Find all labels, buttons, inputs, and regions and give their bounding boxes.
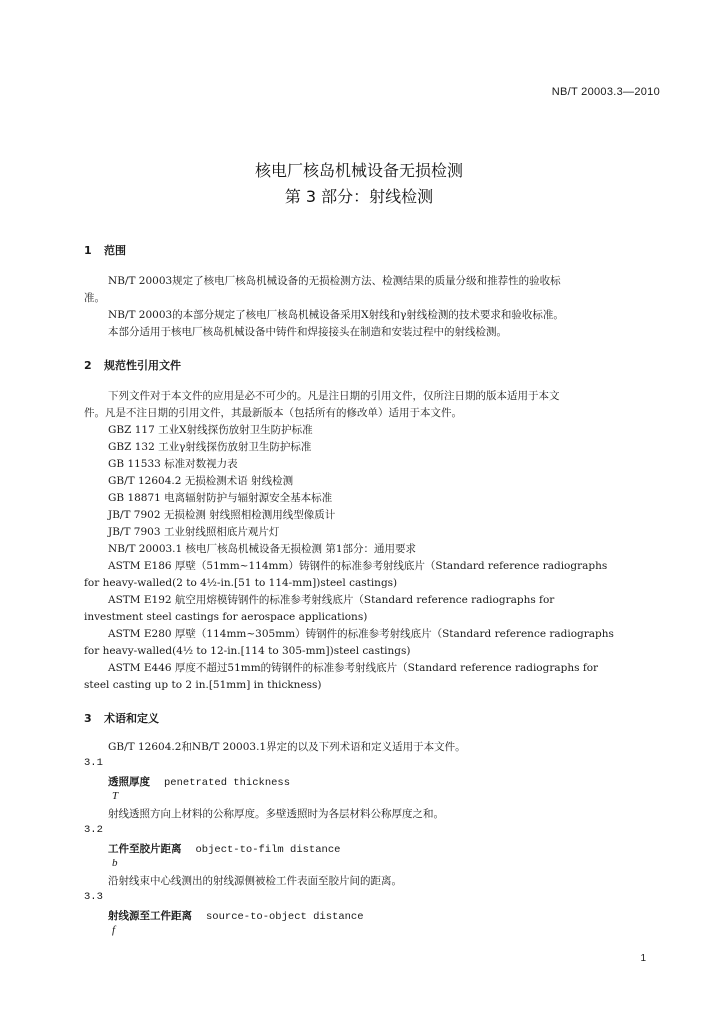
terms-intro: GB/T 12604.2和NB/T 20003.1界定的以及下列术语和定义适用于本文件。 — [108, 741, 466, 753]
section-number: 1 — [84, 244, 92, 257]
term-english: object-to-film distance — [195, 844, 341, 856]
section-title: 规范性引用文件 — [104, 359, 181, 372]
document-part-title: 第 3 部分：射线检测 — [284, 187, 434, 206]
reference-item: GBZ 117 工业X射线探伤放射卫生防护标准 — [108, 424, 313, 436]
reference-item: ASTM E280 厚壁（114mm~305mm）铸钢件的标准参考射线底片（Standard reference radiographs — [108, 628, 614, 640]
term-entry — [108, 774, 290, 789]
scope-paragraph: NB/T 20003的本部分规定了核电厂核岛机械设备采用X射线和γ射线检测的技术要求和验收标准。 — [108, 309, 564, 321]
references-intro-line: 下列文件对于本文件的应用是必不可少的。凡是注日期的引用文件，仅所注日期的版本适用于本文 — [108, 390, 560, 402]
scope-paragraph: 本部分适用于核电厂核岛机械设备中铸件和焊接接头在制造和安装过程中的射线检测。 — [108, 326, 507, 338]
reference-item-continuation: for heavy-walled(2 to 4½-in.[51 to 114-mm])steel castings) — [84, 577, 398, 589]
reference-item: GB/T 12604.2 无损检测术语 射线检测 — [108, 475, 294, 487]
reference-item: ASTM E446 厚度不超过51mm的铸钢件的标准参考射线底片（Standard reference radiographs for — [108, 662, 599, 674]
clause-number: 3.1 — [84, 757, 103, 769]
page-number: 1 — [640, 953, 646, 964]
term-entry — [108, 841, 340, 856]
term-symbol: f — [112, 924, 116, 936]
section-number: 3 — [84, 712, 92, 725]
reference-item-continuation: investment steel castings for aerospace applications) — [84, 611, 368, 623]
term-symbol: b — [112, 857, 118, 869]
scope-paragraph-line: 准。 — [84, 292, 105, 304]
term-english: source-to-object distance — [206, 911, 364, 923]
scope-paragraph-line: NB/T 20003规定了核电厂核岛机械设备的无损检测方法、检测结果的质量分级和推荐性的验收标 — [108, 275, 561, 287]
section-1-heading — [84, 242, 126, 258]
term-chinese: 透照厚度 — [108, 776, 150, 788]
clause-number: 3.2 — [84, 824, 103, 836]
standard-number: NB/T 20003.3—2010 — [551, 86, 660, 98]
reference-item: NB/T 20003.1 核电厂核岛机械设备无损检测 第1部分：通用要求 — [108, 543, 417, 555]
reference-item: ASTM E186 厚壁（51mm~114mm）铸钢件的标准参考射线底片（Standard reference radiographs — [108, 560, 608, 572]
reference-item: GB 11533 标准对数视力表 — [108, 458, 238, 470]
term-entry — [108, 908, 364, 923]
clause-number: 3.3 — [84, 891, 103, 903]
section-2-heading — [84, 357, 181, 373]
section-3-heading — [84, 710, 159, 726]
section-title: 术语和定义 — [104, 712, 159, 725]
term-definition: 沿射线束中心线测出的射线源侧被检工件表面至胶片间的距离。 — [108, 875, 402, 887]
section-number: 2 — [84, 359, 92, 372]
section-title: 范围 — [104, 244, 126, 257]
reference-item: JB/T 7902 无损检测 射线照相检测用线型像质计 — [108, 509, 336, 521]
reference-item-continuation: for heavy-walled(4½ to 12-in.[114 to 305-mm])steel castings) — [84, 645, 411, 657]
term-chinese: 工件至胶片距离 — [108, 843, 182, 855]
references-intro-line: 件。凡是不注日期的引用文件，其最新版本（包括所有的修改单）适用于本文件。 — [84, 407, 462, 419]
reference-item: GB 18871 电离辐射防护与辐射源安全基本标准 — [108, 492, 333, 504]
term-symbol: T — [112, 790, 119, 802]
reference-item: GBZ 132 工业γ射线探伤放射卫生防护标准 — [108, 441, 312, 453]
reference-item: JB/T 7903 工业射线照相底片观片灯 — [108, 526, 280, 538]
reference-item: ASTM E192 航空用熔模铸钢件的标准参考射线底片（Standard reference radiographs for — [108, 594, 555, 606]
document-title: 核电厂核岛机械设备无损检测 — [254, 161, 463, 180]
term-english: penetrated thickness — [164, 777, 291, 789]
reference-item-continuation: steel casting up to 2 in.[51mm] in thickness) — [84, 679, 322, 691]
term-chinese: 射线源至工件距离 — [108, 910, 192, 922]
term-definition: 射线透照方向上材料的公称厚度。多壁透照时为各层材料公称厚度之和。 — [108, 808, 444, 820]
